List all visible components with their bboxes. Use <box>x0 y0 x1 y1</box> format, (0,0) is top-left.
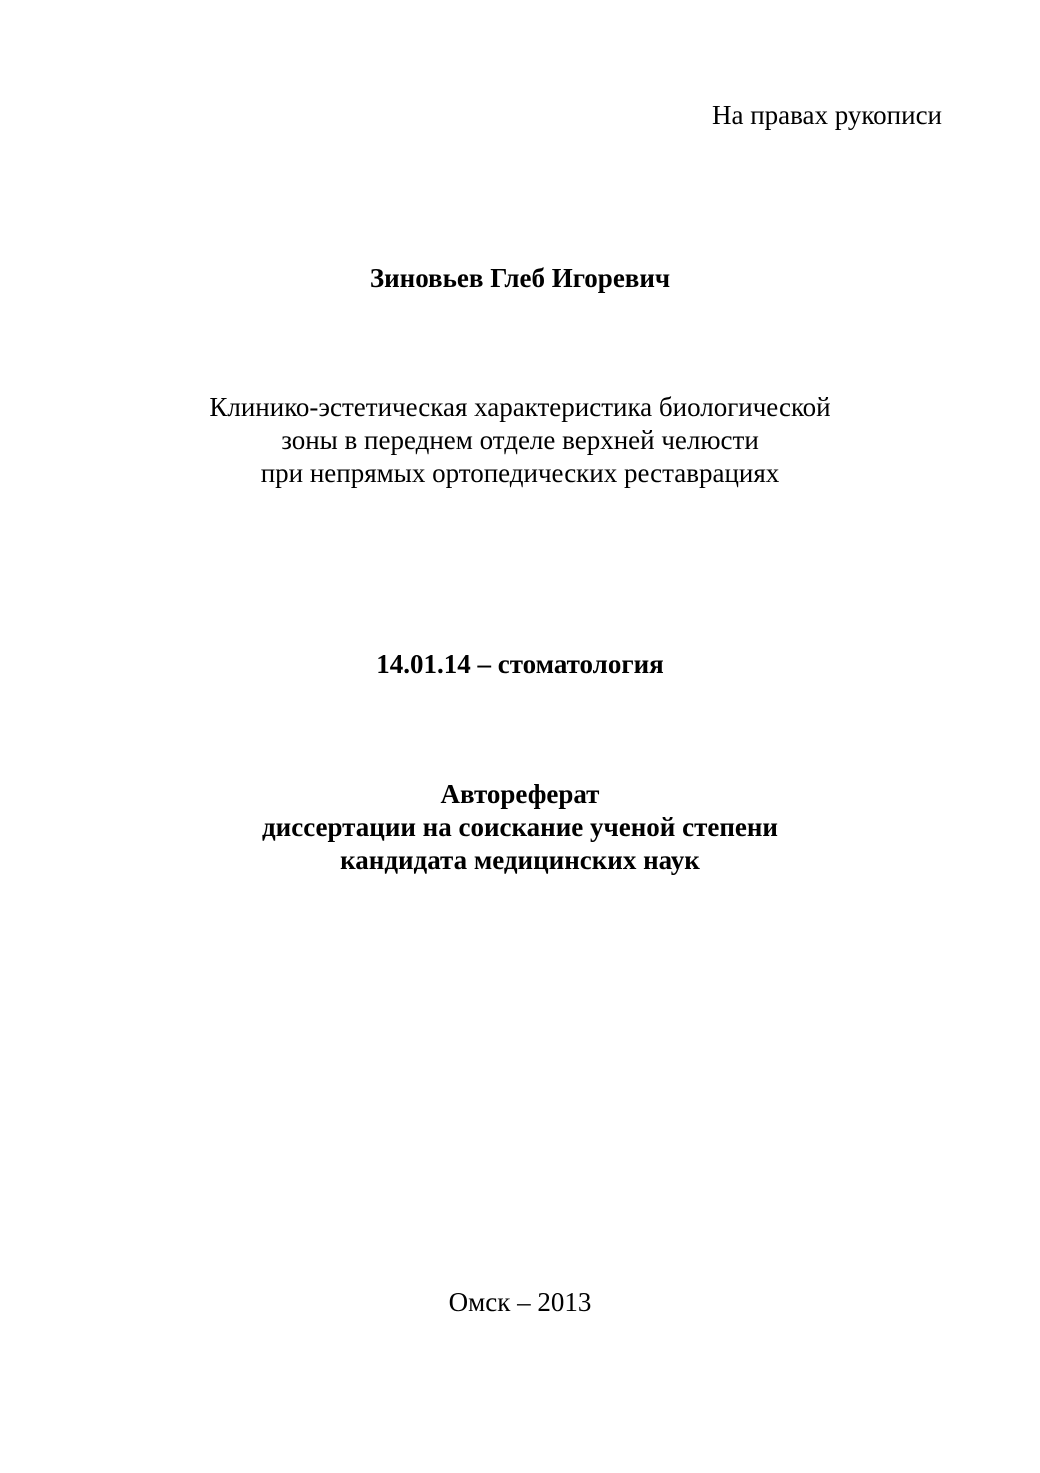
title-line: при непрямых ортопедических реставрациях <box>260 458 780 488</box>
genre-line: диссертации на соискание ученой степени <box>262 812 778 842</box>
author-name: Зиновьев Глеб Игоревич <box>369 263 671 293</box>
specialty-code: 14.01.14 – стоматология <box>376 649 664 679</box>
place-and-year: Омск – 2013 <box>448 1287 592 1317</box>
title-line: Клинико-эстетическая характеристика биологической <box>209 392 831 422</box>
genre-line: Автореферат <box>440 779 600 809</box>
genre-line: кандидата медицинских наук <box>340 845 700 875</box>
title-line: зоны в переднем отделе верхней челюсти <box>281 425 759 455</box>
manuscript-rights-note: На правах рукописи <box>711 100 942 130</box>
